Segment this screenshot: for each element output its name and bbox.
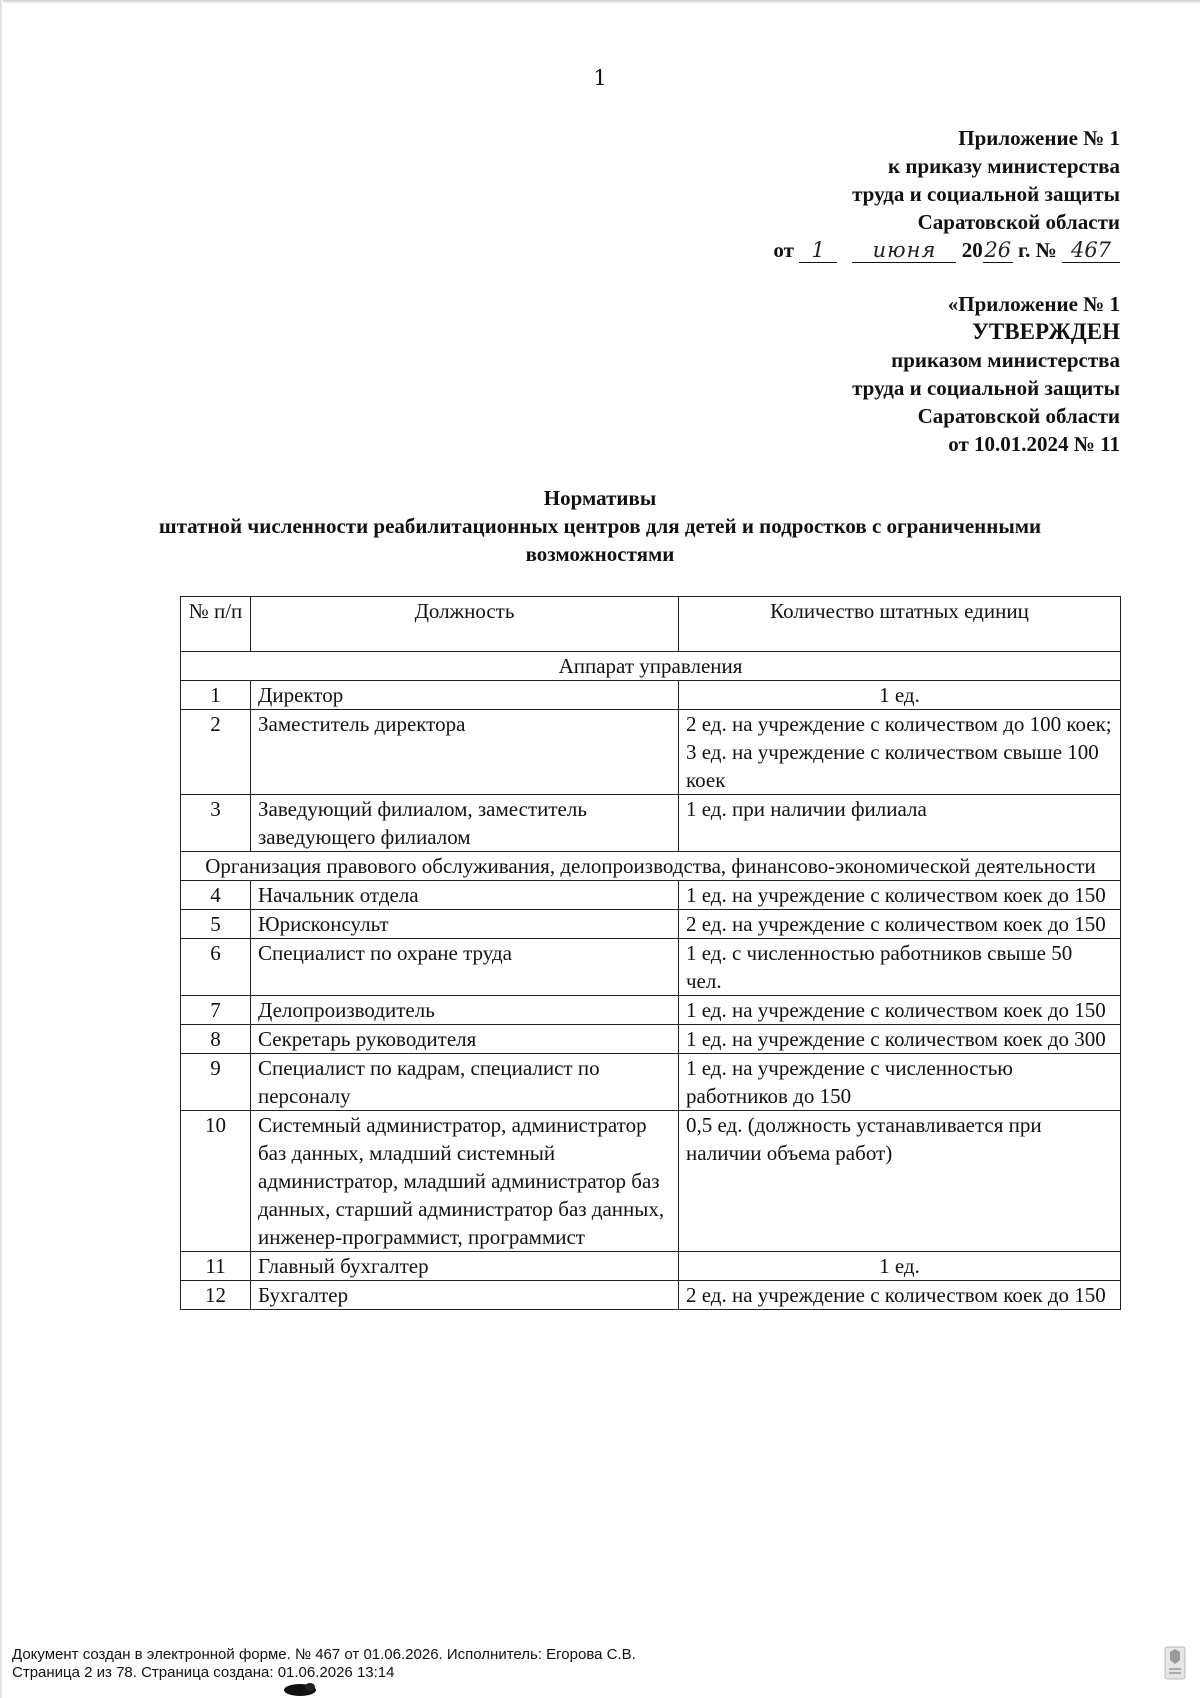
table-row xyxy=(181,681,1121,710)
header-num: № п/п xyxy=(181,597,251,652)
section-row xyxy=(181,852,1121,881)
appendix-line: к приказу министерства xyxy=(888,154,1120,178)
row-num: 4 xyxy=(181,881,251,910)
table-row xyxy=(181,881,1121,910)
section-management: Аппарат управления xyxy=(181,652,1121,681)
row-position: Секретарь руководителя xyxy=(251,1025,679,1054)
table-row xyxy=(181,910,1121,939)
order-year-handwritten: 26 xyxy=(984,238,1012,262)
footer-line-2: Страница 2 из 78. Страница создана: 01.06.2026 13:14 xyxy=(12,1664,395,1681)
row-position: Директор xyxy=(251,681,679,710)
appendix-original-line: от 10.01.2024 № 11 xyxy=(948,432,1120,456)
row-position: Системный администратор, администратор баз данных, младший системный администратор, младший администратор баз данных, старший администратор баз данных, инженер-программист, программист xyxy=(251,1111,679,1252)
header-quantity: Количество штатных единиц xyxy=(679,597,1121,652)
table-row xyxy=(181,1281,1121,1310)
document-title xyxy=(150,484,1050,568)
table-row xyxy=(181,1025,1121,1054)
table-row xyxy=(181,939,1121,996)
row-num: 8 xyxy=(181,1025,251,1054)
approved-label: УТВЕРЖДЕН xyxy=(972,319,1120,344)
row-num: 5 xyxy=(181,910,251,939)
appendix-line: труда и социальной защиты xyxy=(852,182,1120,206)
row-quantity: 1 ед. на учреждение с численностью работников до 150 xyxy=(679,1054,1121,1111)
order-number-handwritten: 467 xyxy=(1062,238,1120,263)
table-header-row xyxy=(181,597,1121,652)
row-position: Юрисконсульт xyxy=(251,910,679,939)
appendix-original-line: труда и социальной защиты xyxy=(852,376,1120,400)
row-num: 11 xyxy=(181,1252,251,1281)
table-row xyxy=(181,1054,1121,1111)
row-quantity: 2 ед. на учреждение с количеством коек до 150 xyxy=(679,1281,1121,1310)
appendix-original-line: приказом министерства xyxy=(891,348,1120,372)
row-num: 10 xyxy=(181,1111,251,1252)
row-position: Делопроизводитель xyxy=(251,996,679,1025)
table-row xyxy=(181,1111,1121,1252)
row-quantity-secondary: 3 ед. на учреждение с количеством свыше 100 коек xyxy=(686,740,1099,792)
row-num: 1 xyxy=(181,681,251,710)
order-day-handwritten: 1 xyxy=(799,238,837,263)
row-quantity: 2 ед. на учреждение с количеством коек до 150 xyxy=(679,910,1121,939)
footer-line-1: Документ создан в электронной форме. № 467 от 01.06.2026. Исполнитель: Егорова С.В. xyxy=(12,1646,636,1663)
appendix-line: Приложение № 1 xyxy=(958,126,1120,150)
order-month-handwritten: июня xyxy=(852,238,956,263)
staffing-norms-table xyxy=(180,596,1121,1310)
row-quantity: 1 ед. на учреждение с количеством коек до 150 xyxy=(679,996,1121,1025)
title-line-2: штатной численности реабилитационных центров для детей и подростков с ограниченными возможностями xyxy=(158,514,1042,566)
header-position: Должность xyxy=(251,597,679,652)
order-prefix: от xyxy=(773,238,794,262)
row-position: Начальник отдела xyxy=(251,881,679,910)
ink-smudge xyxy=(280,1682,320,1696)
electronic-document-footer xyxy=(12,1646,636,1682)
row-num: 2 xyxy=(181,710,251,795)
row-position: Бухгалтер xyxy=(251,1281,679,1310)
table-row xyxy=(181,996,1121,1025)
row-position: Специалист по кадрам, специалист по персоналу xyxy=(251,1054,679,1111)
row-quantity: 1 ед. xyxy=(679,681,1121,710)
section-row xyxy=(181,652,1121,681)
order-year-prefix: 20 xyxy=(961,238,983,262)
table-row xyxy=(181,710,1121,795)
order-year-label: г. № xyxy=(1017,238,1057,262)
row-position: Специалист по охране труда xyxy=(251,939,679,996)
row-quantity: 0,5 ед. (должность устанавливается при наличии объема работ) xyxy=(679,1111,1121,1252)
order-date-line xyxy=(773,236,1120,264)
scan-edge-top xyxy=(0,0,1200,4)
appendix-original-line: Саратовской области xyxy=(917,404,1120,428)
row-quantity: 1 ед. на учреждение с количеством коек до 150 xyxy=(679,881,1121,910)
row-quantity: 1 ед. при наличии филиала xyxy=(679,795,1121,852)
section-legal: Организация правового обслуживания, делопроизводства, финансово-экономической деятельности xyxy=(181,852,1121,881)
row-num: 3 xyxy=(181,795,251,852)
row-quantity: 1 ед. xyxy=(679,1252,1121,1281)
appendix-original-line: «Приложение № 1 xyxy=(947,292,1120,316)
appendix-current-block xyxy=(773,124,1120,264)
row-position: Заведующий филиалом, заместитель заведующего филиалом xyxy=(251,795,679,852)
page-number: 1 xyxy=(593,66,607,90)
row-position: Главный бухгалтер xyxy=(251,1252,679,1281)
appendix-original-block xyxy=(852,290,1120,458)
row-quantity: 2 ед. на учреждение с количеством до 100 коек; xyxy=(686,712,1112,736)
row-num: 9 xyxy=(181,1054,251,1111)
row-num: 7 xyxy=(181,996,251,1025)
title-line-1: Нормативы xyxy=(543,486,657,510)
scan-edge-left xyxy=(0,0,3,1698)
row-num: 6 xyxy=(181,939,251,996)
document-stamp-icon xyxy=(1164,1646,1186,1680)
row-quantity: 1 ед. на учреждение с количеством коек до 300 xyxy=(679,1025,1121,1054)
row-position: Заместитель директора xyxy=(251,710,679,795)
table-row xyxy=(181,795,1121,852)
table-row xyxy=(181,1252,1121,1281)
row-quantity-cell xyxy=(679,710,1121,795)
row-num: 12 xyxy=(181,1281,251,1310)
row-quantity: 1 ед. с численностью работников свыше 50 чел. xyxy=(679,939,1121,996)
appendix-line: Саратовской области xyxy=(917,210,1120,234)
